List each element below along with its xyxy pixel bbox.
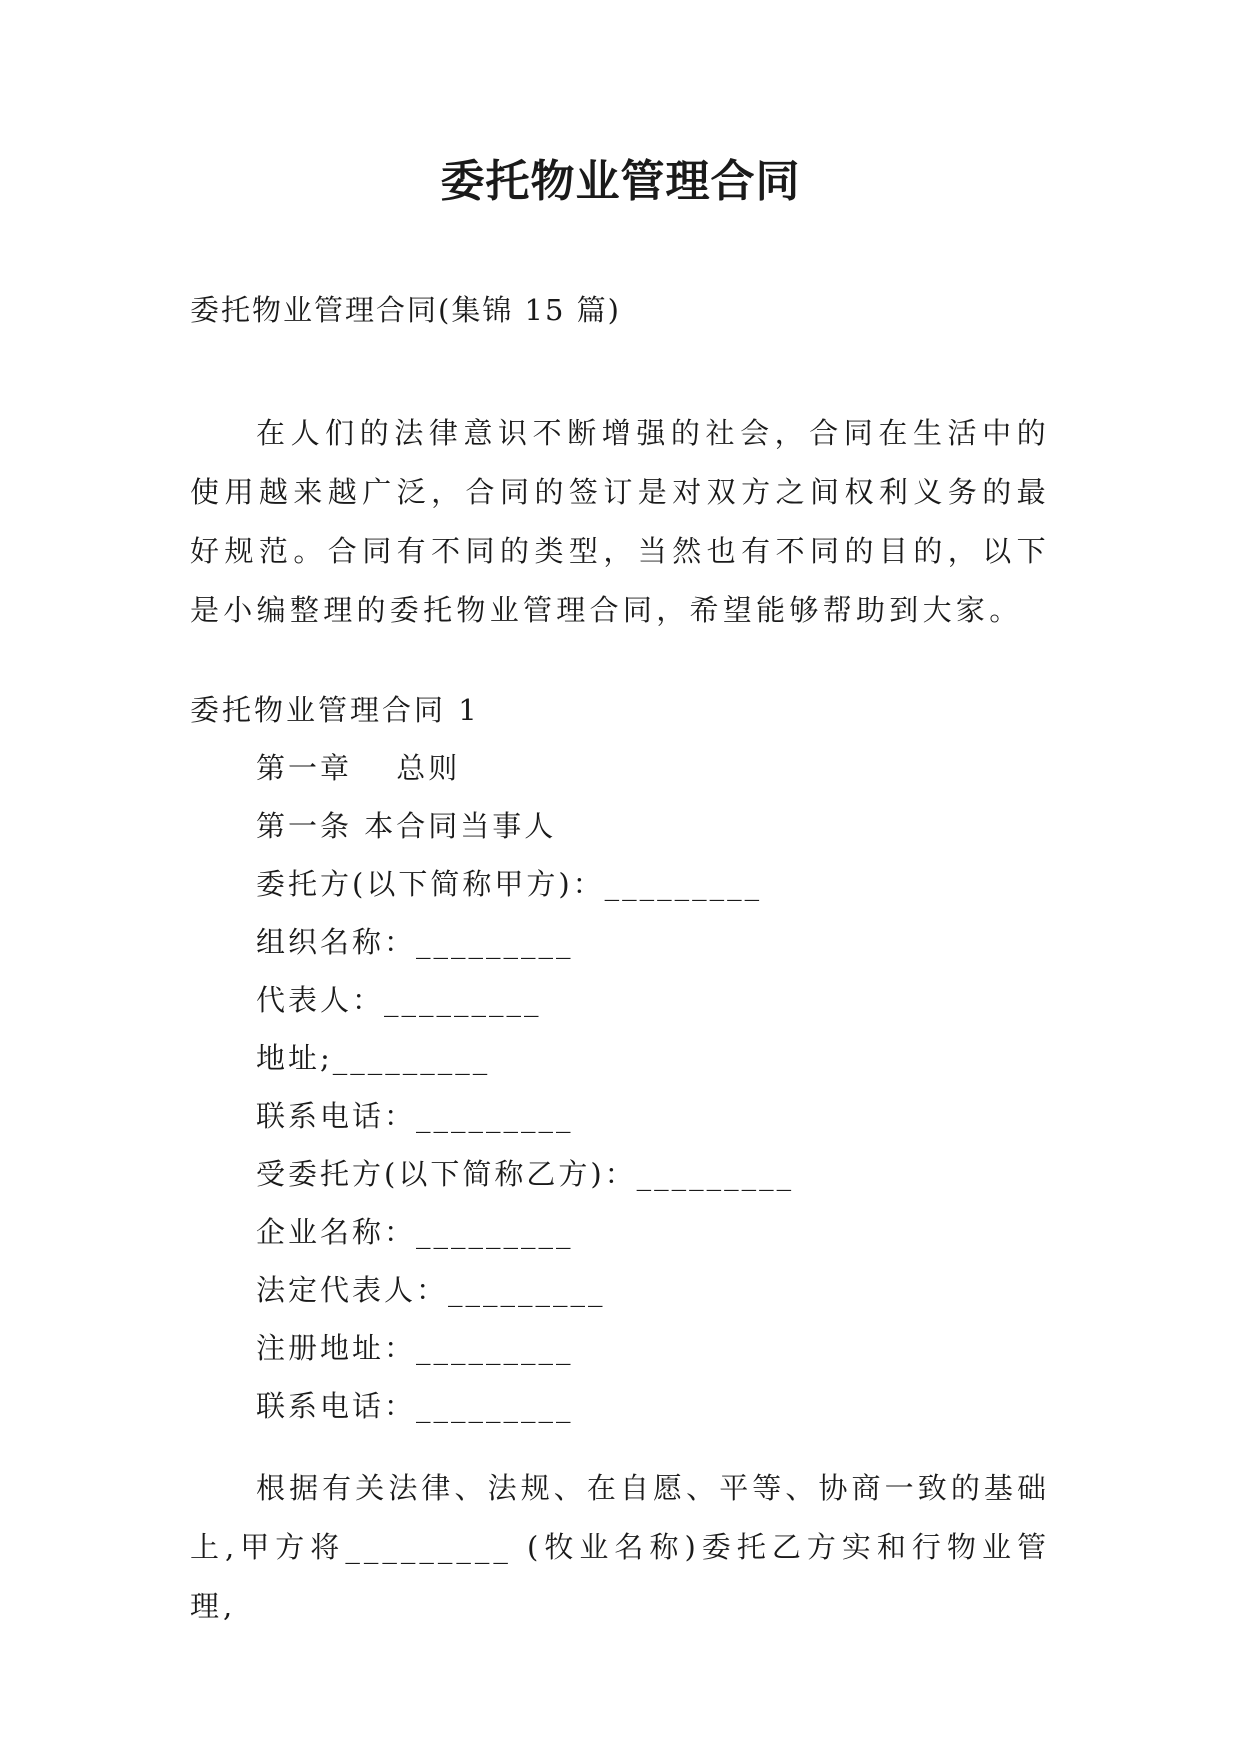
intro-paragraph: 在人们的法律意识不断增强的社会，合同在生活中的使用越来越广泛，合同的签订是对双方之间权利义务的最好规范。合同有不同的类型，当然也有不同的目的，以下是小编整理的委托物业管理合同，希望能够帮助到大家。: [190, 416, 1050, 627]
party-a-representative: 代表人：_________: [256, 983, 542, 1017]
party-a-phone: 联系电话：_________: [256, 1099, 574, 1133]
document-subtitle: 委托物业管理合同(集锦 15 篇): [190, 293, 621, 327]
party-b-legal-rep: 法定代表人：_________: [256, 1273, 606, 1307]
party-a-address: 地址;_________: [256, 1041, 491, 1075]
party-a-heading: 委托方(以下简称甲方)：_________: [256, 867, 763, 901]
party-b-reg-address: 注册地址：_________: [256, 1331, 574, 1365]
party-a-org-name: 组织名称：_________: [256, 925, 574, 959]
party-b-heading: 受委托方(以下简称乙方)：_________: [256, 1157, 795, 1191]
party-b-company-name: 企业名称：_________: [256, 1215, 574, 1249]
document-title: 委托物业管理合同: [440, 156, 801, 207]
chapter-heading: 第一章 总则: [256, 751, 461, 785]
article-heading: 第一条 本合同当事人: [256, 809, 557, 843]
party-b-phone: 联系电话：_________: [256, 1389, 574, 1423]
contract-heading: 委托物业管理合同 1: [190, 693, 480, 727]
closing-paragraph: 根据有关法律、法规、在自愿、平等、协商一致的基础上,甲方将_________ (牧业名称)委托乙方实和行物业管理,: [190, 1471, 1050, 1623]
